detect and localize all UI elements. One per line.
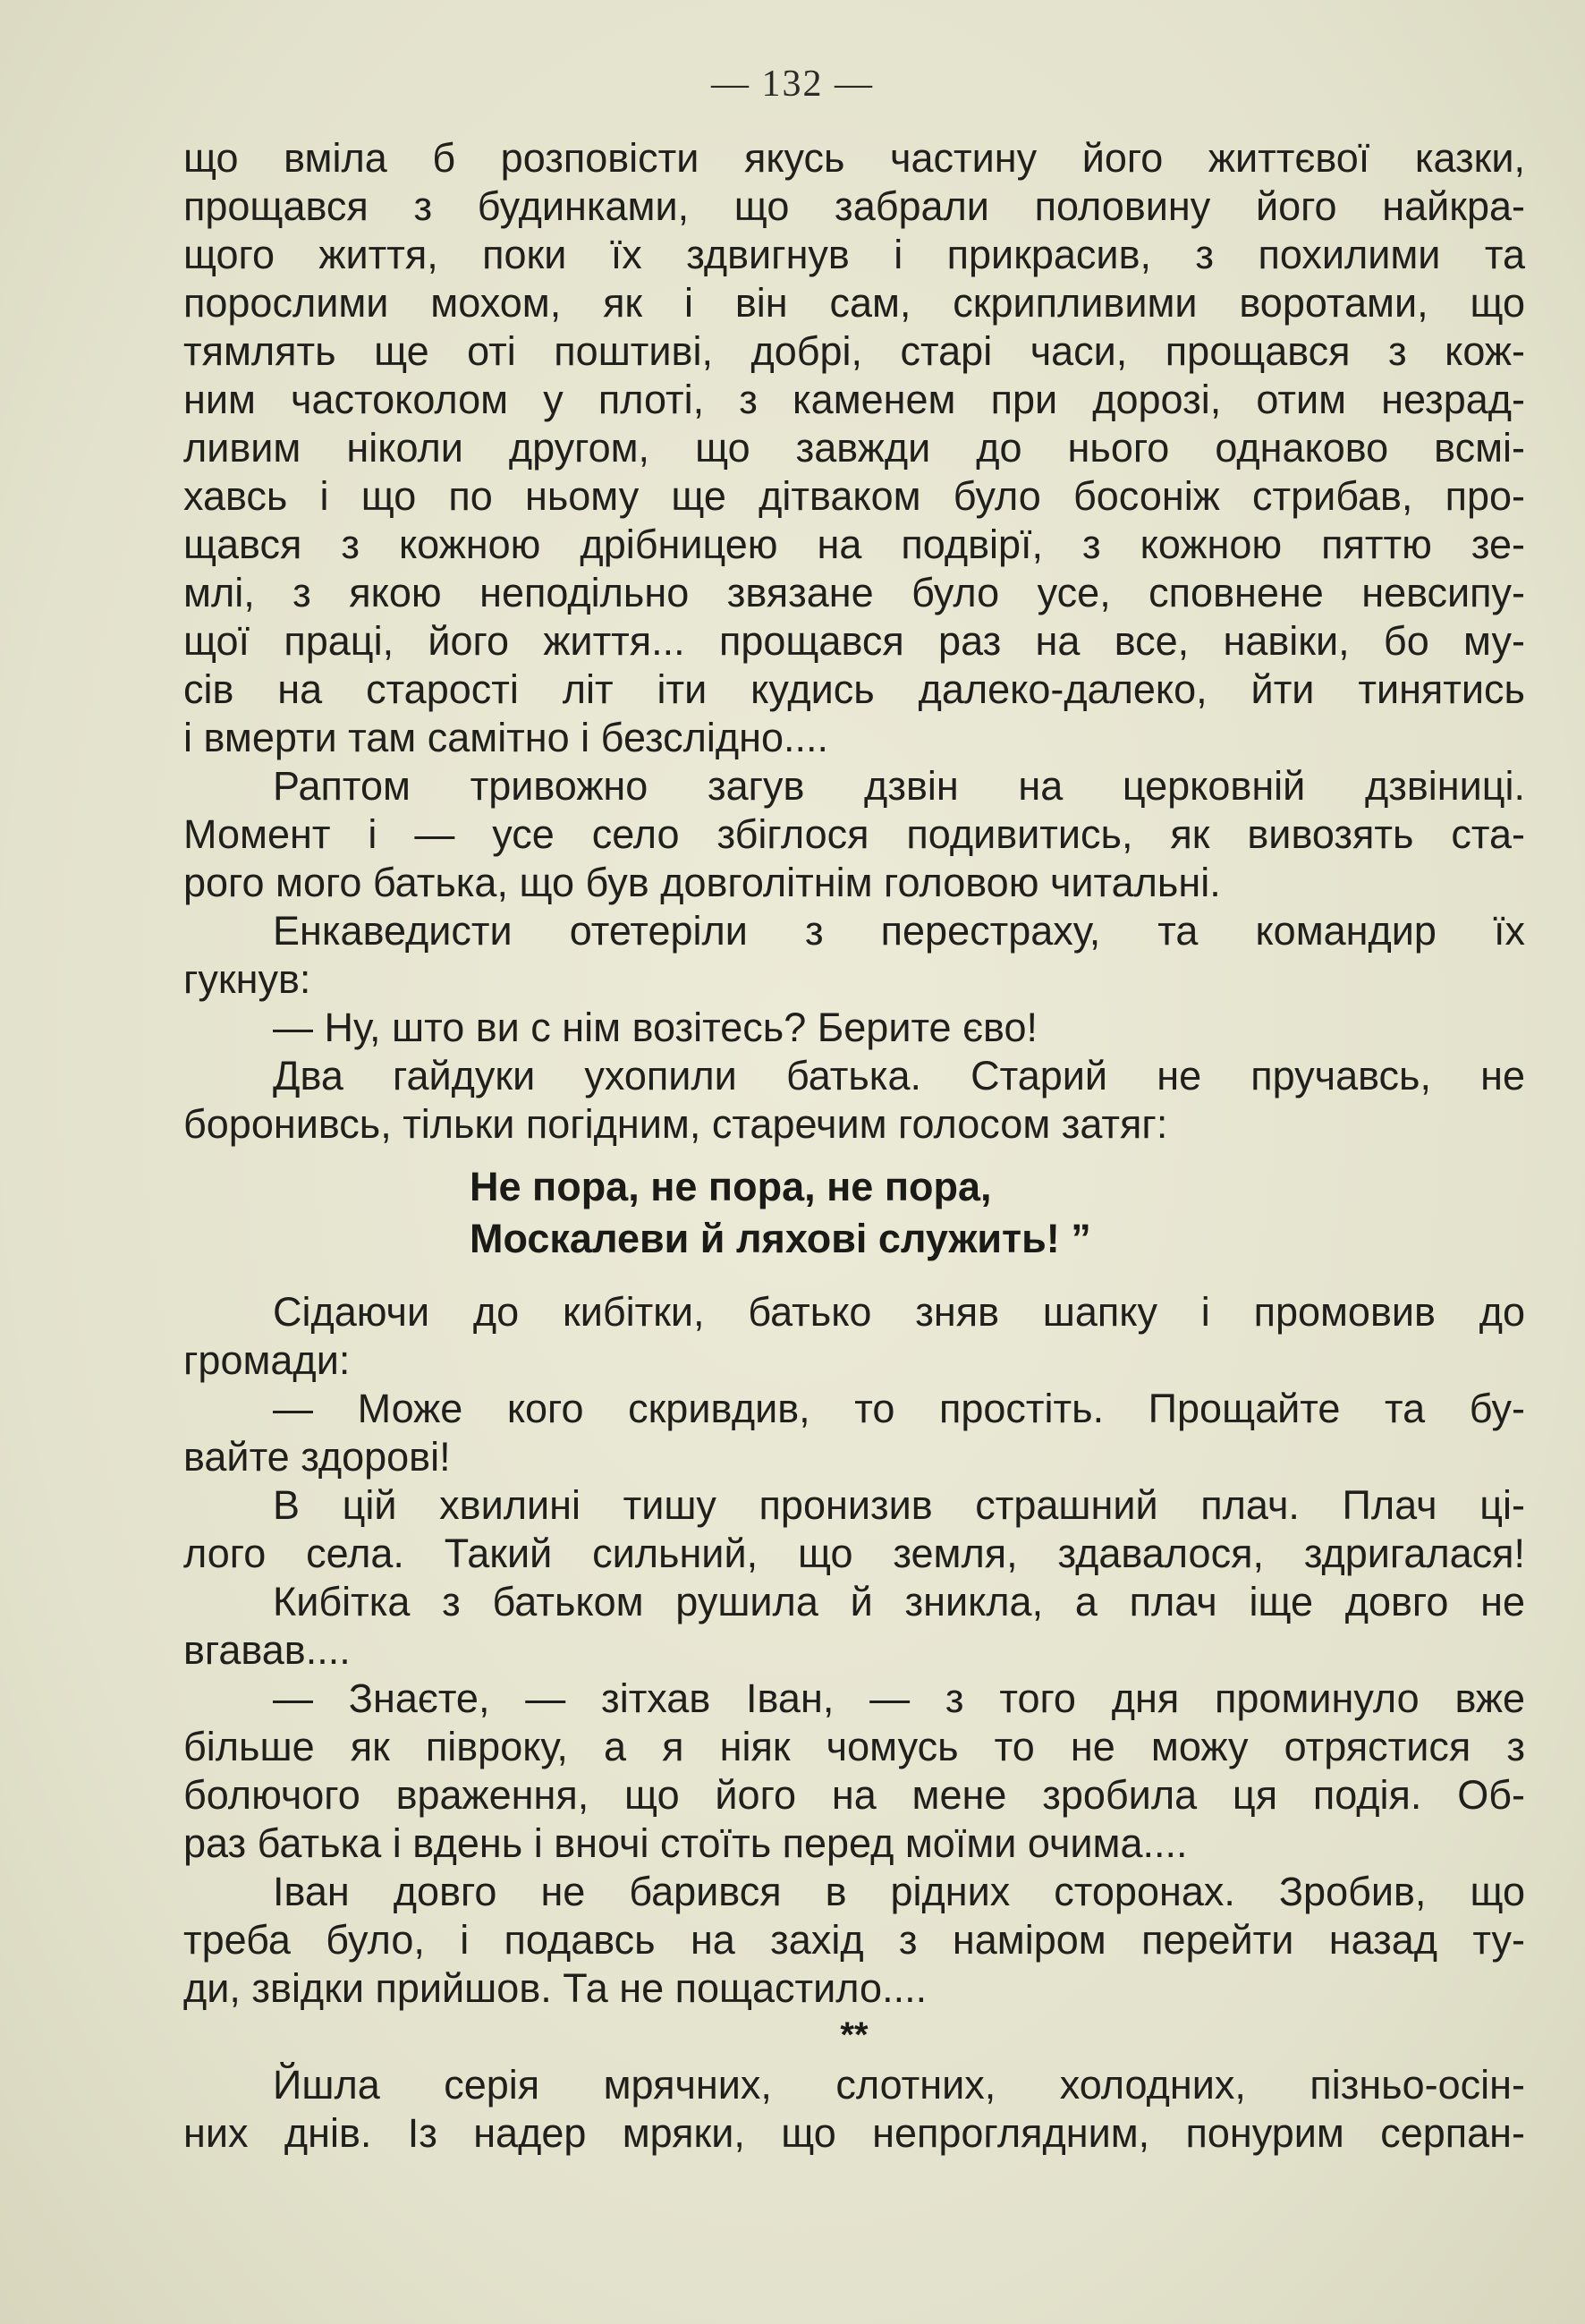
text-line: В цій хвилині тишу пронизив страшний плач. Плач ці-: [273, 1482, 1525, 1528]
text-line: громади:: [183, 1337, 351, 1383]
text-line: тямлять ще оті поштиві, добрі, старі часи, прощався з кож-: [183, 328, 1525, 374]
text-line: щої праці, його життя... прощався раз на все, навіки, бо му-: [183, 618, 1525, 664]
text-line: порослими мохом, як і він сам, скрипливими воротами, що: [183, 280, 1525, 326]
text-line: ним частоколом у плоті, з каменем при дорозі, отим незрад-: [183, 377, 1525, 422]
text-line: — Знаєте, — зітхав Іван, — з того дня проминуло вже: [273, 1675, 1525, 1721]
text-line: ливим ніколи другом, що завжди до нього однаково всмі-: [183, 425, 1525, 471]
text-line: млі, з якою неподільно звязане було усе, сповнене невсипу-: [183, 570, 1525, 615]
text-line: Два гайдуки ухопили батька. Старий не пручавсь, не: [273, 1053, 1525, 1098]
text-line: вайте здорові!: [183, 1434, 451, 1480]
text-line: болючого враження, що його на мене зробила ця подія. Об-: [183, 1772, 1525, 1818]
text-line: що вміла б розповісти якусь частину його життєвої казки,: [183, 135, 1525, 181]
text-line: сів на старості літ іти кудись далеко-далеко, йти тинятись: [183, 666, 1525, 712]
text-line: треба було, і подавсь на захід з наміром перейти назад ту-: [183, 1917, 1525, 1963]
text-line: Енкаведисти отетеріли з перестраху, та командир їх: [273, 908, 1525, 954]
text-line: боронивсь, тільки погідним, старечим голосом затяг:: [183, 1101, 1168, 1147]
text-line: Йшла серія мрячних, слотних, холодних, пізньо-осін-: [273, 2062, 1525, 2108]
text-line: і вмерти там самітно і безслідно....: [183, 715, 829, 760]
text-line: більше як півроку, а я ніяк чомусь то не можу отрястися з: [183, 1724, 1525, 1769]
page-number: — 132 —: [711, 64, 874, 105]
text-line: прощався з будинками, що забрали половину його найкра-: [183, 183, 1525, 229]
text-line: Момент і — усе село збіглося подивитись, як вивозять ста-: [183, 811, 1525, 857]
text-line: щого життя, поки їх здвигнув і прикрасив, з похилими та: [183, 232, 1525, 277]
verse: [183, 1161, 1525, 1265]
text-line: щався з кожною дрібницею на подвірї, з кожною пяттю зе-: [183, 522, 1525, 567]
text-line: — Може кого скривдив, то простіть. Прощайте та бу-: [273, 1386, 1525, 1431]
text-line: рого мого батька, що був довголітнім головою читальні.: [183, 860, 1221, 905]
text-line: гукнув:: [183, 956, 311, 1002]
text-line: Іван довго не барився в рідних сторонах. Зробив, що: [273, 1869, 1525, 1914]
text-line: — Ну, што ви с нім возітесь? Берите єво!: [273, 1005, 1038, 1050]
section-separator: **: [840, 2015, 869, 2055]
text-line: вгавав....: [183, 1627, 351, 1673]
text-line: Раптом тривожно загув дзвін на церковній дзвіниці.: [273, 763, 1525, 809]
text-line: лого села. Такий сильний, що земля, здавалося, здригалася!: [183, 1531, 1525, 1576]
text-line: них днів. Із надер мряки, що непроглядним, понурим серпан-: [183, 2110, 1525, 2156]
verse-line: Не пора, не пора, не пора,: [470, 1164, 992, 1209]
verse-line: Москалеви й ляхові служить! ”: [470, 1216, 1091, 1261]
text-line: Кибітка з батьком рушила й зникла, а плач іще довго не: [273, 1579, 1525, 1624]
text-line: раз батька і вдень і вночі стоїть перед моїми очима....: [183, 1820, 1188, 1866]
text-line: хавсь і що по ньому ще дітваком було босоніж стрибав, про-: [183, 473, 1525, 519]
text-line: ди, звідки прийшов. Та не пощастило....: [183, 1965, 928, 2011]
body-text: [183, 134, 1525, 2158]
text-line: Сідаючи до кибітки, батько зняв шапку і промовив до: [273, 1289, 1525, 1335]
